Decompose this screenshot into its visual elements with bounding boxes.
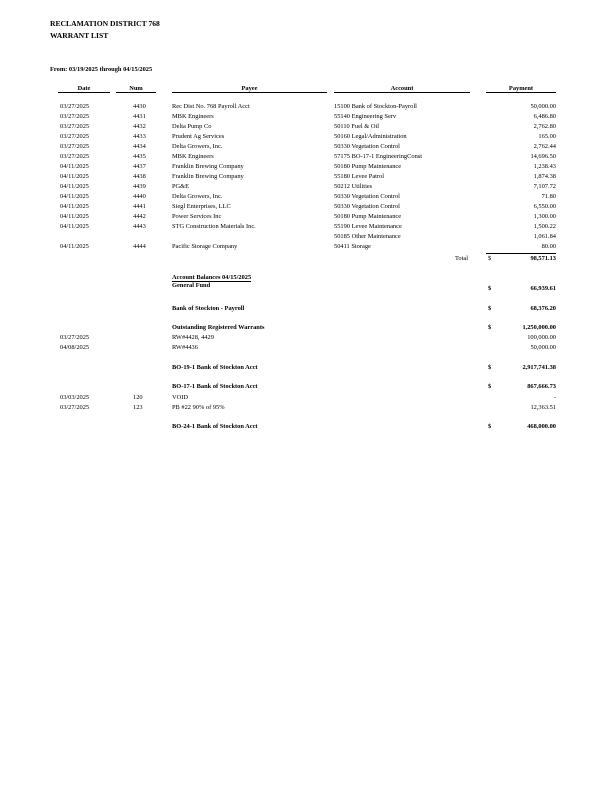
bank-payroll-amount: 68,376.20	[530, 305, 556, 312]
row-num: 4437	[133, 163, 146, 170]
row-account: 50110 Fuel & Oil	[334, 123, 380, 130]
row-date: 04/11/2025	[60, 183, 89, 190]
row-date: 03/27/2025	[60, 113, 90, 120]
row-account: 15100 Bank of Stockton-Payroll	[334, 103, 417, 110]
row-amount: 50,000.00	[530, 103, 556, 110]
row-amount: 71.80	[541, 193, 556, 200]
document-title: RECLAMATION DISTRICT 768	[50, 19, 160, 28]
outstanding-currency: $	[488, 324, 492, 331]
row-date: 03/27/2025	[60, 153, 90, 160]
bo17-row-desc: PB #22 90% of 95%	[172, 404, 225, 411]
outstanding-amount: 1,250,000.00	[522, 324, 556, 331]
document-subtitle: WARRANT LIST	[50, 31, 109, 40]
row-num: 4439	[133, 183, 146, 190]
row-num: 4438	[133, 173, 146, 180]
row-account: 57175 BO-17-1 EngineeringConst	[334, 153, 423, 160]
row-date: 04/11/2025	[60, 193, 89, 200]
row-account: 50180 Pump Maintenance	[334, 213, 402, 220]
row-amount: 6,550.00	[533, 203, 556, 210]
header-account: Account	[334, 86, 470, 93]
bo17-row-amount: -	[553, 394, 556, 401]
row-num: 4441	[133, 203, 146, 210]
row-account: 55140 Engineering Serv	[334, 113, 397, 120]
row-account: 55190 Levee Maintenance	[334, 223, 402, 230]
row-amount: 14,696.50	[530, 153, 556, 160]
row-num: 4432	[133, 123, 146, 130]
row-amount: 1,300.00	[533, 213, 556, 220]
bo17-row-date: 03/27/2025	[60, 404, 90, 411]
row-payee: Delta Pump Co	[172, 123, 212, 130]
total-amount: 98,571.13	[530, 255, 556, 262]
row-payee: STG Construction Materials Inc.	[172, 223, 256, 230]
row-num: 4440	[133, 193, 146, 200]
total-rule	[486, 253, 556, 254]
bank-payroll-label: Bank of Stockton - Payroll	[172, 305, 245, 312]
row-account: 50330 Vegetation Control	[334, 203, 400, 210]
row-payee: Delta Growers, Inc.	[172, 193, 223, 200]
row-date: 03/27/2025	[60, 133, 90, 140]
row-account: 50330 Vegetation Control	[334, 193, 400, 200]
header-payment: Payment	[486, 86, 556, 93]
row-payee: Franklin Brewing Company	[172, 163, 244, 170]
row-num: 4430	[133, 103, 146, 110]
bo17-row-date: 03/03/2025	[60, 394, 90, 401]
row-date: 04/11/2025	[60, 163, 89, 170]
row-amount: 2,762.80	[533, 123, 556, 130]
bo17-row-num: 123	[133, 404, 143, 411]
rw-row-amount: 50,000.00	[530, 344, 556, 351]
bo17-currency: $	[488, 383, 492, 390]
bo24-label: BO-24-1 Bank of Stockton Acct	[172, 423, 258, 430]
row-date: 04/11/2025	[60, 203, 89, 210]
row-date: 04/11/2025	[60, 243, 89, 250]
row-date: 03/27/2025	[60, 123, 90, 130]
general-fund-amount: 66,939.61	[530, 285, 556, 292]
row-amount: 7,107.72	[533, 183, 556, 190]
bo17-row-amount: 12,363.51	[530, 404, 556, 411]
bank-payroll-currency: $	[488, 305, 492, 312]
rw-row-desc: RW#4436	[172, 344, 198, 351]
rw-row-amount: 100,000.00	[527, 334, 556, 341]
general-fund-currency: $	[488, 285, 492, 292]
bo17-label: BO-17-1 Bank of Stockton Acct	[172, 383, 258, 390]
row-amount: 80.00	[541, 243, 556, 250]
row-payee: Delta Growers, Inc.	[172, 143, 223, 150]
row-date: 03/27/2025	[60, 143, 90, 150]
row-num: 4435	[133, 153, 146, 160]
header-payee: Payee	[172, 86, 327, 93]
header-num: Num	[116, 86, 156, 93]
row-amount: 1,061.84	[533, 233, 556, 240]
row-account: 50185 Other Maintenance	[334, 233, 401, 240]
row-payee: Rec Dist No. 768 Payroll Acct	[172, 103, 250, 110]
row-account: 50180 Pump Maintenance	[334, 163, 402, 170]
row-payee: MBK Engineers	[172, 113, 214, 120]
bo19-currency: $	[488, 364, 492, 371]
row-amount: 1,500.22	[533, 223, 556, 230]
row-payee: PG&E	[172, 183, 190, 190]
row-date: 04/11/2025	[60, 213, 89, 220]
total-label: Total	[454, 255, 468, 262]
total-currency: $	[488, 255, 492, 262]
row-payee: Siegl Enterprises, LLC	[172, 203, 231, 210]
row-date: 04/11/2025	[60, 173, 89, 180]
row-account: 55180 Levee Patrol	[334, 173, 385, 180]
general-fund-label: General Fund	[172, 282, 211, 289]
row-payee: Power Services Inc	[172, 213, 222, 220]
outstanding-label: Outstanding Registered Warrants	[172, 324, 265, 331]
row-date: 04/11/2025	[60, 223, 89, 230]
row-amount: 6,486.80	[533, 113, 556, 120]
row-date: 03/27/2025	[60, 103, 90, 110]
bo19-amount: 2,917,741.38	[522, 364, 556, 371]
row-account: 50212 Utilities	[334, 183, 373, 190]
bo24-currency: $	[488, 423, 492, 430]
row-num: 4433	[133, 133, 146, 140]
row-amount: 165.00	[538, 133, 556, 140]
row-num: 4444	[133, 243, 146, 250]
row-payee: Pacific Storage Company	[172, 243, 238, 250]
row-account: 50411 Storage	[334, 243, 371, 250]
row-num: 4434	[133, 143, 146, 150]
row-account: 50160 Legal/Administration	[334, 133, 407, 140]
rw-row-date: 03/27/2025	[60, 334, 90, 341]
row-account: 50330 Vegetation Control	[334, 143, 400, 150]
row-num: 4443	[133, 223, 146, 230]
row-amount: 1,874.38	[533, 173, 556, 180]
bo17-row-desc: VOID	[172, 394, 188, 401]
bo24-amount: 468,000.00	[527, 423, 556, 430]
row-payee: Franklin Brewing Company	[172, 173, 244, 180]
bo17-amount: 867,666.73	[527, 383, 556, 390]
row-amount: 1,238.43	[533, 163, 556, 170]
rw-row-desc: RW#4428, 4429	[172, 334, 214, 341]
header-date: Date	[58, 86, 110, 93]
date-range: From: 03/19/2025 through 04/15/2025	[50, 66, 153, 73]
row-num: 4431	[133, 113, 146, 120]
row-num: 4442	[133, 213, 146, 220]
balances-heading: Account Balances 04/15/2025	[172, 274, 252, 281]
rw-row-date: 04/08/2025	[60, 344, 90, 351]
row-amount: 2,762.44	[533, 143, 556, 150]
bo17-row-num: 120	[133, 394, 143, 401]
row-payee: MBK Engineers	[172, 153, 214, 160]
row-payee: Prudent Ag Services	[172, 133, 225, 140]
bo19-label: BO-19-1 Bank of Stockton Acct	[172, 364, 258, 371]
